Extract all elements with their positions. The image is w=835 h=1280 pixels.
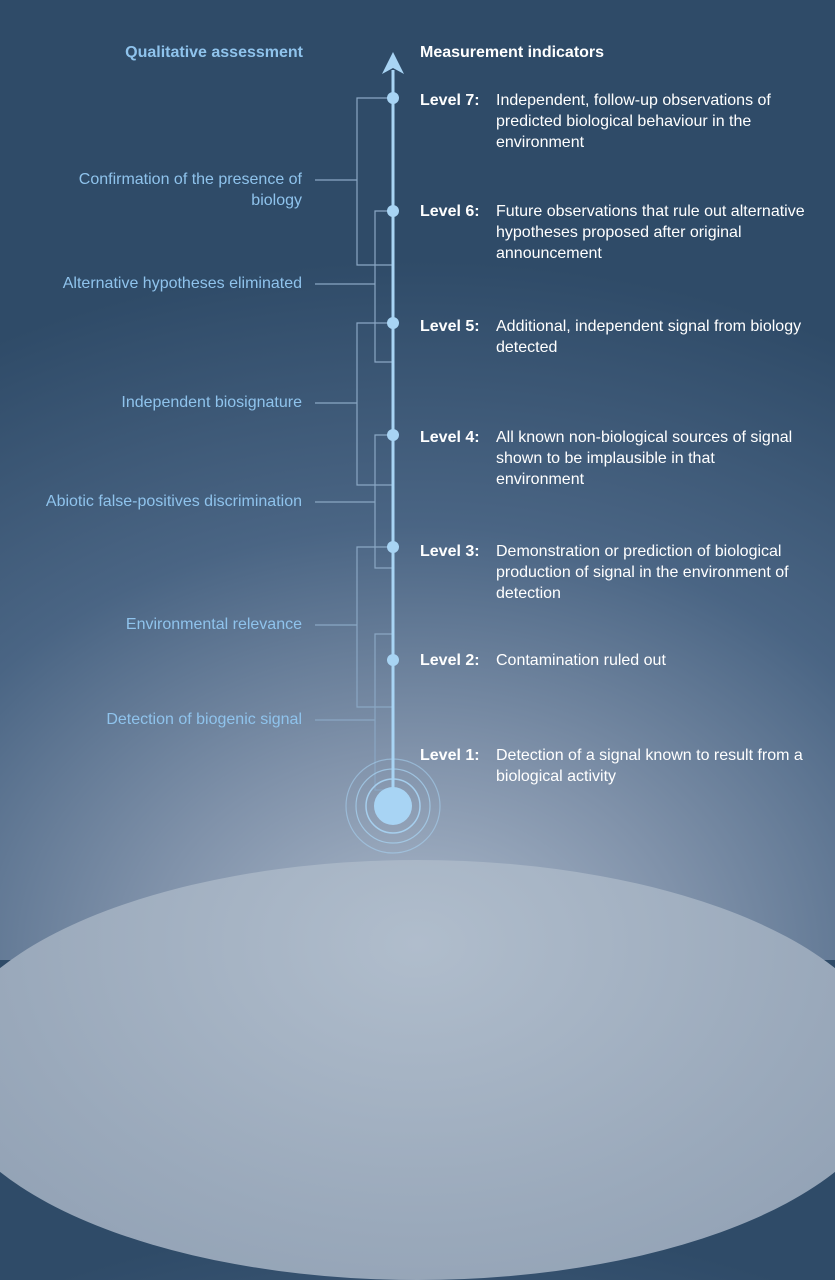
level-6-label: Level 6: xyxy=(420,203,480,220)
bracket-abiotic-false-positives xyxy=(315,435,393,568)
qual-independent-biosignature: Independent biosignature xyxy=(121,394,302,411)
qual-detection-biogenic: Detection of biogenic signal xyxy=(106,711,302,728)
level-2-desc: Contamination ruled out xyxy=(496,652,666,669)
level-2-label: Level 2: xyxy=(420,652,480,669)
level-5-desc: Additional, independent signal from biology detected xyxy=(496,318,802,356)
bracket-independent-biosignature xyxy=(315,323,393,485)
bracket-detection-biogenic xyxy=(315,634,393,790)
level-6-dot xyxy=(387,205,399,217)
level-5-label: Level 5: xyxy=(420,318,480,335)
level-1-desc: Detection of a signal known to result from a biological activity xyxy=(496,747,803,785)
qual-alternative-hypotheses: Alternative hypotheses eliminated xyxy=(62,275,302,292)
level-4-dot xyxy=(387,429,399,441)
level-1-label: Level 1: xyxy=(420,747,480,764)
level-7-label: Level 7: xyxy=(420,92,480,109)
level-7-dot xyxy=(387,92,399,104)
bracket-alternative-hypotheses xyxy=(315,211,393,362)
bracket-connectors xyxy=(315,98,393,790)
bracket-environmental-relevance xyxy=(315,547,393,707)
level-7-desc: Independent, follow-up observations of predicted biological behaviour in the environment xyxy=(496,92,771,151)
measurement-indicators-header: Measurement indicators xyxy=(420,44,605,61)
qual-environmental-relevance: Environmental relevance xyxy=(125,616,302,633)
level-3-dot xyxy=(387,541,399,553)
level-2-dot xyxy=(387,654,399,666)
level-4-desc: All known non-biological sources of signal shown to be implausible in that environment xyxy=(496,429,793,488)
qual-abiotic-false-positives: Abiotic false-positives discrimination xyxy=(45,493,302,510)
qual-confirmation: Confirmation of the presence of biology xyxy=(78,171,302,209)
level-3-label: Level 3: xyxy=(420,543,480,560)
level-5-dot xyxy=(387,317,399,329)
level-6-desc: Future observations that rule out alternative hypotheses proposed after original announcement xyxy=(496,203,805,262)
bracket-confirmation xyxy=(315,98,393,265)
level-3-desc: Demonstration or prediction of biological production of signal in the environment of detection xyxy=(496,543,789,602)
level-4-label: Level 4: xyxy=(420,429,480,446)
origin-dot xyxy=(374,787,412,825)
qualitative-assessment-header: Qualitative assessment xyxy=(125,44,303,61)
